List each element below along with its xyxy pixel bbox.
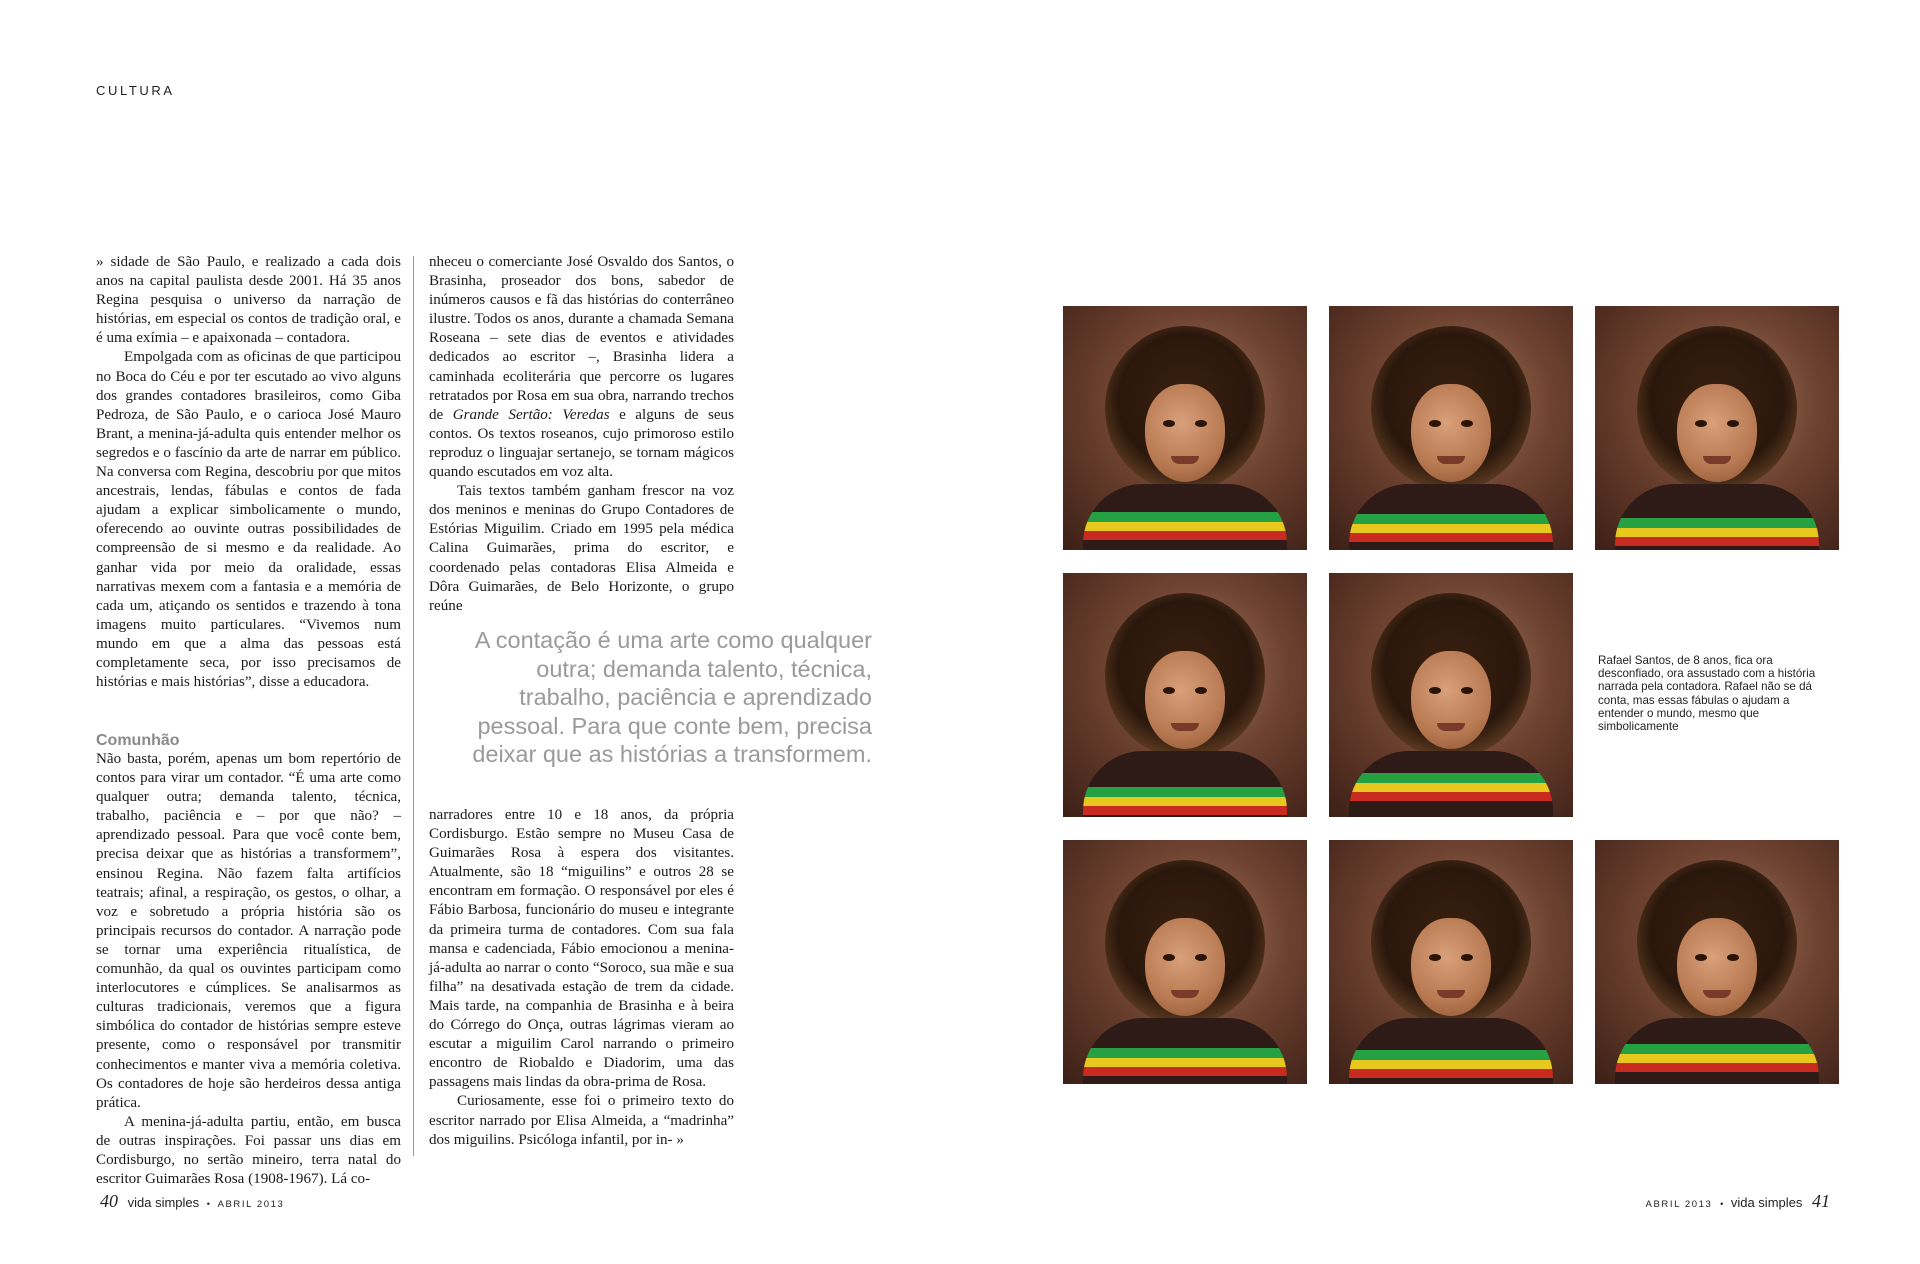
eye (1163, 954, 1175, 961)
mouth (1437, 456, 1465, 464)
stripe-green (1349, 1050, 1553, 1060)
paragraph: nheceu o comerciante José Osvaldo dos Santos, o Brasinha, proseador dos bons, sabedor de inúmeros causos e fã das histórias do conterrâneo ilustre. Todos os anos, durante a chamada Semana Roseana – sete dias de eventos e atividades dedicados ao escritor –, Brasinha lidera a caminhada ecoliterária que percorre os lugares retratados por Rosa em sua obra, narrando trechos de Grande Sertão: Veredas e alguns de seus contos. Os textos roseanos, cujo primoroso estilo reproduz o linguajar sertanejo, se tornam mágicos quando escutados em voz alta. (429, 254, 734, 481)
page-number-left: 40 (100, 1191, 118, 1211)
eye (1695, 420, 1707, 427)
photo-boy-biting-lip (1063, 840, 1307, 1084)
eye (1461, 954, 1473, 961)
eye (1695, 954, 1707, 961)
photo-boy-serious (1063, 573, 1307, 817)
stripe-red (1083, 1067, 1287, 1076)
stripe-yellow (1615, 1054, 1819, 1063)
stripe-green (1083, 787, 1287, 797)
eye (1429, 954, 1441, 961)
paragraph: Não basta, porém, apenas um bom repertório de contos para virar um contador. “É uma arte como qualquer outra; demanda talento, técnica, trabalho, paciência e – por que não? – aprendizado pessoal. Para que você conte bem, precisa deixar que as histórias a transformem”, ensinou Regina. Não fazem falta artifícios teatrais; afinal, a respiração, os gestos, o olhar, a voz e sobretudo a própria história são os principais recursos do contador. A narração pode se tornar uma experiência ritualística, de comunhão, da qual os ouvintes participam como interlocutores e cúmplices. Se analisarmos as culturas tradicionais, veremos que a figura simbólica do contador de histórias sempre esteve presente, como o responsável por transmitir conhecimentos e manter viva a memória coletiva. Os contadores de hoje são herdeiros dessa antiga prática. (96, 751, 401, 1111)
mouth (1171, 990, 1199, 998)
eye (1727, 420, 1739, 427)
article-column-2-continued (429, 806, 734, 1150)
stripe-yellow (1349, 783, 1553, 792)
stripe-yellow (1083, 797, 1287, 806)
issue-date: ABRIL 2013 (217, 1199, 285, 1210)
striped-shirt (1349, 751, 1553, 817)
footer-left (94, 1191, 284, 1212)
mouth (1437, 723, 1465, 731)
eye (1195, 687, 1207, 694)
photo-boy-scared (1595, 306, 1839, 550)
mouth (1171, 456, 1199, 464)
stripe-yellow (1083, 522, 1287, 531)
stripe-red (1083, 531, 1287, 540)
stripe-red (1349, 792, 1553, 801)
separator-dot: • (1720, 1199, 1724, 1209)
eye (1461, 687, 1473, 694)
stripe-red (1615, 1063, 1819, 1072)
article-column-1-continued (96, 731, 401, 1189)
stripe-red (1349, 1069, 1553, 1078)
section-label: CULTURA (96, 83, 175, 98)
striped-shirt (1083, 484, 1287, 550)
face (1677, 918, 1757, 1016)
stripe-red (1349, 533, 1553, 542)
stripe-green (1615, 1044, 1819, 1054)
photo-boy-smiling (1063, 306, 1307, 550)
stripe-yellow (1083, 1058, 1287, 1067)
mouth (1703, 990, 1731, 998)
separator-dot: • (206, 1199, 210, 1209)
pull-quote: A contação é uma arte como qualquer outra; demanda talento, técnica, trabalho, paciência e aprendizado pessoal. Para que conte bem, precisa deixar que as histórias a transformem. (472, 627, 872, 768)
column-divider (413, 256, 414, 1156)
paragraph: » sidade de São Paulo, e realizado a cada dois anos na capital paulista desde 2001. Há 35 anos Regina pesquisa o universo da narração de histórias, em especial os contos de tradição oral, e é uma exímia – e apaixonada – contadora. (96, 254, 401, 347)
photo-boy-doubtful (1329, 306, 1573, 550)
face (1677, 384, 1757, 482)
face (1145, 384, 1225, 482)
mouth (1437, 990, 1465, 998)
mouth (1171, 723, 1199, 731)
striped-shirt (1615, 484, 1819, 550)
photo-boy-arm-over-head (1595, 840, 1839, 1084)
stripe-green (1349, 773, 1553, 783)
stripe-yellow (1349, 1060, 1553, 1069)
page-number-right: 41 (1812, 1191, 1830, 1211)
striped-shirt (1349, 484, 1553, 550)
eye (1163, 687, 1175, 694)
eye (1195, 420, 1207, 427)
magazine-name: vida simples (127, 1195, 200, 1210)
stripe-green (1083, 1048, 1287, 1058)
face (1145, 918, 1225, 1016)
paragraph: Tais textos também ganham frescor na voz dos meninos e meninas do Grupo Contadores de Estórias Miguilim. Criado em 1995 pela médica Calina Guimarães, prima do escritor, e coordenado pelas contadoras Elisa Almeida e Dôra Guimarães, de Belo Horizonte, o grupo reúne (429, 483, 734, 614)
eye (1429, 420, 1441, 427)
face (1411, 651, 1491, 749)
striped-shirt (1349, 1018, 1553, 1084)
eye (1429, 687, 1441, 694)
paragraph: narradores entre 10 e 18 anos, da própria Cordisburgo. Estão sempre no Museu Casa de Guimarães Rosa à espera dos visitantes. Atualmente, são 18 “miguilins” e outros 28 se encontram em formação. O responsável por eles é Fábio Barbosa, funcionário do museu e integrante da primeira turma de contadores. Com sua fala mansa e cadenciada, Fábio emocionou a menina-já-adulta ao narrar o conto “Soroco, sua mãe e sua filha” na desativada estação de trem da cidade. Mais tarde, na companhia de Brasinha e à beira do Córrego do Onça, outras lágrimas vieram ao escutar a miguilim Carol narrando o primeiro encontro de Riobaldo e Diadorim, uma das passagens mais lindas da obra-prima de Rosa. (429, 807, 734, 1091)
striped-shirt (1083, 1018, 1287, 1084)
stripe-red (1615, 537, 1819, 546)
eye (1195, 954, 1207, 961)
striped-shirt (1083, 751, 1287, 817)
stripe-yellow (1615, 528, 1819, 537)
stripe-green (1083, 512, 1287, 522)
mouth (1703, 456, 1731, 464)
paragraph: Curiosamente, esse foi o primeiro texto do escritor narrado por Elisa Almeida, a “madrinha” dos miguilins. Psicóloga infantil, por in- » (429, 1093, 734, 1148)
face (1411, 384, 1491, 482)
eye (1163, 420, 1175, 427)
stripe-yellow (1349, 524, 1553, 533)
article-column-2 (429, 253, 734, 616)
paragraph: A menina-já-adulta partiu, então, em busca de outras inspirações. Foi passar uns dias em Cordisburgo, no sertão mineiro, terra natal do escritor Guimarães Rosa (1908-1967). Lá co- (96, 1113, 401, 1188)
photo-boy-looking-up (1329, 840, 1573, 1084)
stripe-red (1083, 806, 1287, 815)
eye (1461, 420, 1473, 427)
photo-boy-pointing (1329, 573, 1573, 817)
photo-caption: Rafael Santos, de 8 anos, fica ora desconfiado, ora assustado com a história narrada pela contadora. Rafael não se dá conta, mas essas fábulas o ajudam a entender o mundo, mesmo que simbolicamente (1598, 654, 1816, 734)
magazine-name: vida simples (1730, 1195, 1803, 1210)
paragraph: Empolgada com as oficinas de que participou no Boca do Céu e por ter escutado ao vivo alguns dos grandes contadores brasileiros, como Giba Pedroza, de São Paulo, e o carioca José Mauro Brant, a menina-já-adulta quis entender melhor os segredos e o fascínio da arte de narrar em público. Na conversa com Regina, descobriu por que mitos ancestrais, lendas, fábulas e contos de fada ajudam a explicar simbolicamente o mundo, oferecendo ao ouvinte outras possibilidades de compreensão de si mesmo e da realidade. Ao ganhar vida por meio da oralidade, essas narrativas mexem com a fantasia e a memória de cada um, atiçando os sentidos e trazendo à tona imagens muito particulares. “Vivemos num mundo em que a alma das pessoas está completamente seca, por isso precisamos de histórias e mais histórias”, disse a educadora. (96, 349, 401, 691)
article-column-1 (96, 253, 401, 692)
issue-date: ABRIL 2013 (1645, 1199, 1713, 1210)
face (1145, 651, 1225, 749)
eye (1727, 954, 1739, 961)
striped-shirt (1615, 1018, 1819, 1084)
footer-right (1646, 1191, 1836, 1212)
stripe-green (1615, 518, 1819, 528)
face (1411, 918, 1491, 1016)
subhead-comunhao: Comunhão (96, 732, 180, 749)
stripe-green (1349, 514, 1553, 524)
book-title: Grande Sertão: Veredas (452, 406, 610, 423)
